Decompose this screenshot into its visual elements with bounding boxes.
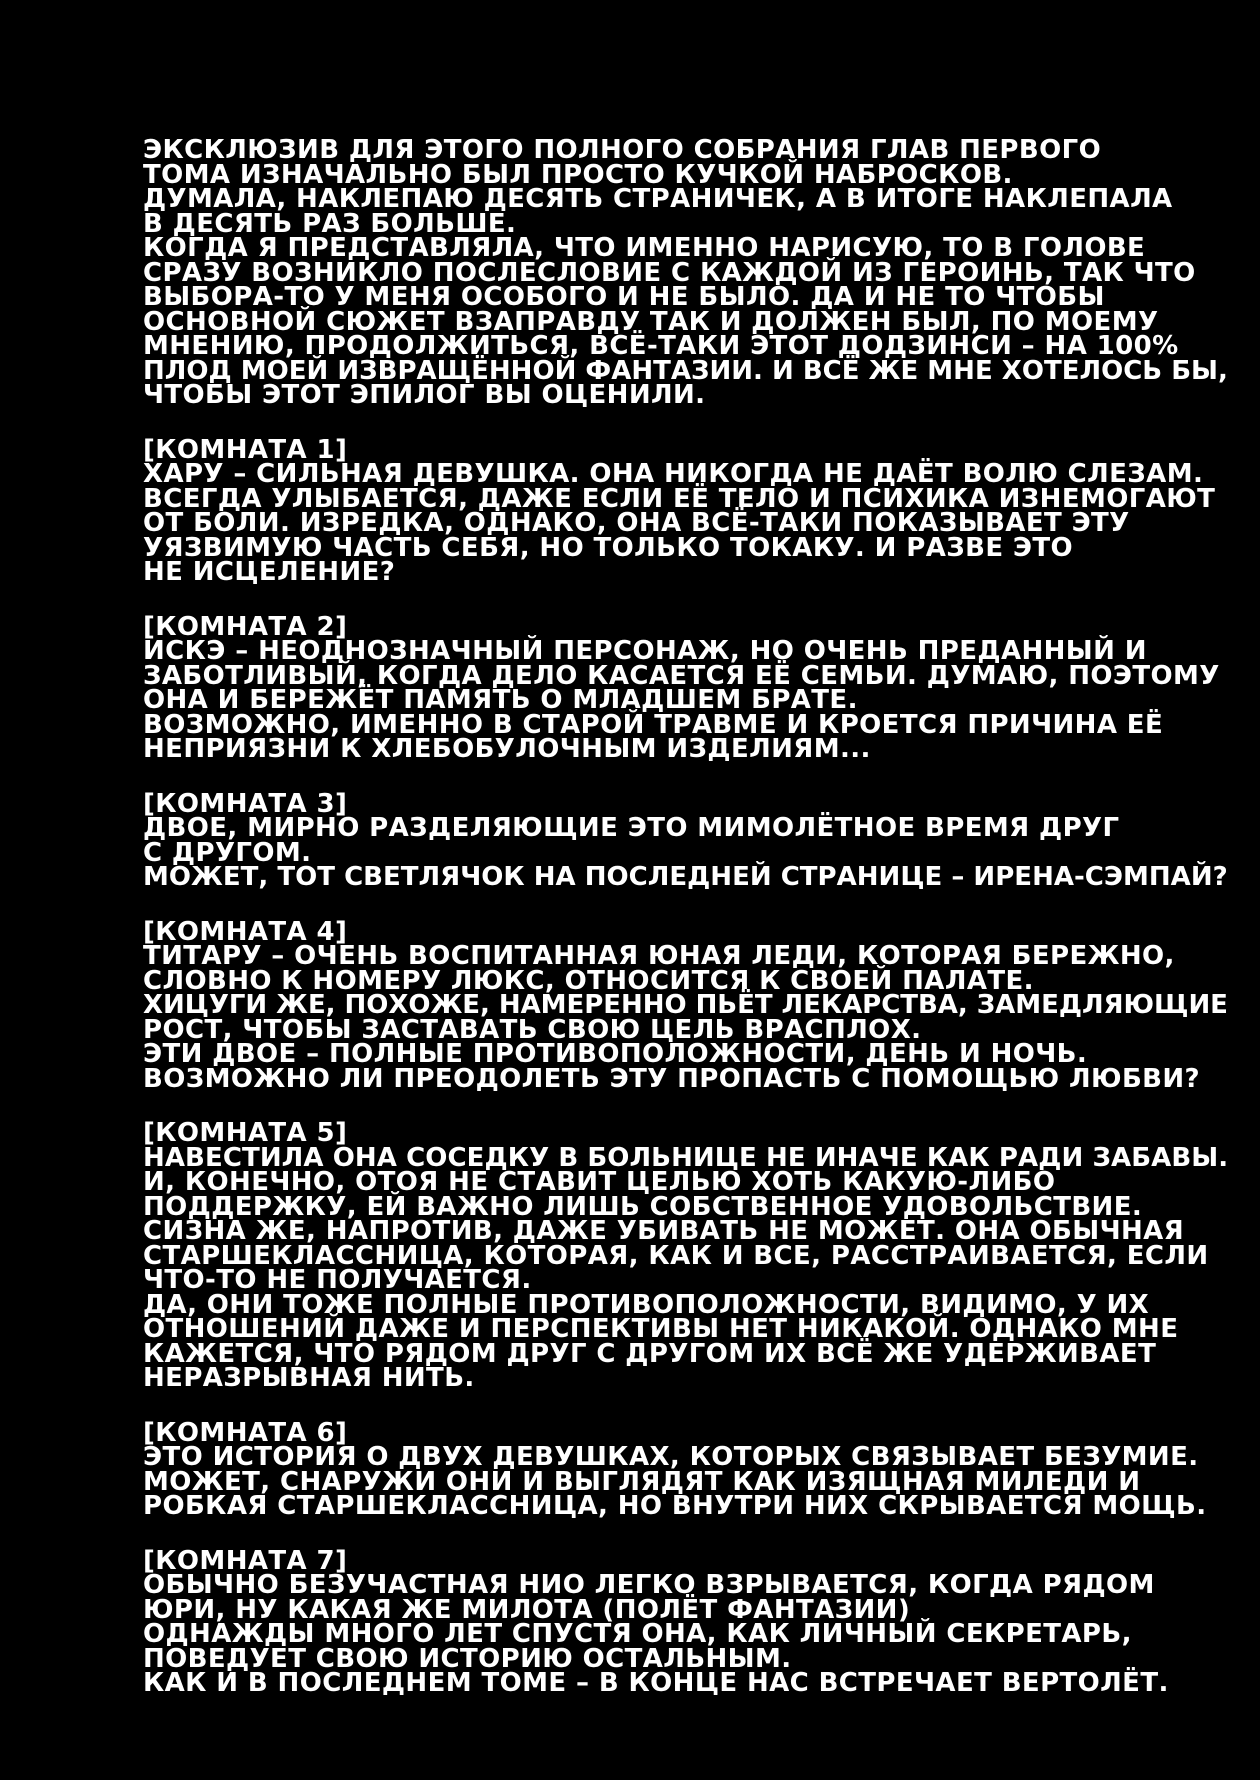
room-6-line: РОБКАЯ СТАРШЕКЛАССНИЦА, НО ВНУТРИ НИХ СКРЫВАЕТСЯ МОЩЬ. <box>143 1491 1207 1521</box>
room-5-line: ПОДДЕРЖКУ, ЕЙ ВАЖНО ЛИШЬ СОБСТВЕННОЕ УДОВОЛЬСТВИЕ. <box>143 1191 1143 1222</box>
room-4-section <box>143 916 1228 1094</box>
paragraph-gap <box>143 890 1203 920</box>
room-5-line: ДА, ОНИ ТОЖЕ ПОЛНЫЕ ПРОТИВОПОЛОЖНОСТИ, ВИДИМО, У ИХ <box>143 1289 1150 1320</box>
paragraph-gap <box>143 1391 1203 1421</box>
room-4-line: ХИЦУГИ ЖЕ, ПОХОЖЕ, НАМЕРЕННО ПЬЁТ ЛЕКАРСТВА, ЗАМЕДЛЯЮЩИЕ <box>143 990 1228 1020</box>
room-1-line: УЯЗВИМУЮ ЧАСТЬ СЕБЯ, НО ТОЛЬКО ТОКАКУ. И РАЗВЕ ЭТО <box>143 532 1074 563</box>
intro-line: ПЛОД МОЕЙ ИЗВРАЩЁННОЙ ФАНТАЗИИ. И ВСЁ ЖЕ МНЕ ХОТЕЛОСЬ БЫ, <box>143 355 1228 386</box>
room-2-line: ВОЗМОЖНО, ИМЕННО В СТАРОЙ ТРАВМЕ И КРОЕТСЯ ПРИЧИНА ЕЁ <box>143 709 1164 740</box>
room-6-line: МОЖЕТ, СНАРУЖИ ОНИ И ВЫГЛЯДЯТ КАК ИЗЯЩНАЯ МИЛЕДИ И <box>143 1466 1141 1497</box>
room-5-line: НЕРАЗРЫВНАЯ НИТЬ. <box>143 1363 475 1393</box>
room-5-line: КАЖЕТСЯ, ЧТО РЯДОМ ДРУГ С ДРУГОМ ИХ ВСЁ ЖЕ УДЕРЖИВАЕТ <box>143 1338 1157 1369</box>
room-3-section <box>143 788 1228 892</box>
paragraph-gap <box>143 408 1203 438</box>
room-2-line: ЗАБОТЛИВЫЙ, КОГДА ДЕЛО КАСАЕТСЯ ЕЁ СЕМЬИ. ДУМАЮ, ПОЭТОМУ <box>143 660 1220 691</box>
intro-line: КОГДА Я ПРЕДСТАВЛЯЛА, ЧТО ИМЕННО НАРИСУЮ, ТО В ГОЛОВЕ <box>143 233 1146 263</box>
intro-line: ОСНОВНОЙ СЮЖЕТ ВЗАПРАВДУ ТАК И ДОЛЖЕН БЫЛ, ПО МОЕМУ <box>143 306 1159 337</box>
room-7-heading: [КОМНАТА 7] <box>143 1545 348 1576</box>
room-1-section <box>143 434 1216 587</box>
room-5-line: СИЗНА ЖЕ, НАПРОТИВ, ДАЖЕ УБИВАТЬ НЕ МОЖЕТ. ОНА ОБЫЧНАЯ <box>143 1216 1185 1246</box>
room-3-line: ДВОЕ, МИРНО РАЗДЕЛЯЮЩИЕ ЭТО МИМОЛЁТНОЕ ВРЕМЯ ДРУГ <box>143 813 1120 843</box>
afterword-text <box>143 135 1229 1698</box>
room-1-line: НЕ ИСЦЕЛЕНИЕ? <box>143 557 396 587</box>
room-7-line: ПОВЕДУЕТ СВОЮ ИСТОРИЮ ОСТАЛЬНЫМ. <box>143 1643 792 1674</box>
room-4-line: ТИТАРУ – ОЧЕНЬ ВОСПИТАННАЯ ЮНАЯ ЛЕДИ, КОТОРАЯ БЕРЕЖНО, <box>143 941 1175 971</box>
room-5-line: СТАРШЕКЛАССНИЦА, КОТОРАЯ, КАК И ВСЕ, РАССТРАИВАЕТСЯ, ЕСЛИ <box>143 1240 1209 1271</box>
room-7-line: ЮРИ, НУ КАКАЯ ЖЕ МИЛОТА (ПОЛЁТ ФАНТАЗИИ) <box>143 1594 911 1625</box>
intro-line: ЭКСКЛЮЗИВ ДЛЯ ЭТОГО ПОЛНОГО СОБРАНИЯ ГЛАВ ПЕРВОГО <box>143 135 1102 165</box>
room-4-line: СЛОВНО К НОМЕРУ ЛЮКС, ОТНОСИТСЯ К СВОЕЙ ПАЛАТЕ. <box>143 965 1034 996</box>
room-4-line: РОСТ, ЧТОБЫ ЗАСТАВАТЬ СВОЮ ЦЕЛЬ ВРАСПЛОХ. <box>143 1014 922 1045</box>
room-4-line: ЭТИ ДВОЕ – ПОЛНЫЕ ПРОТИВОПОЛОЖНОСТИ, ДЕНЬ И НОЧЬ. <box>143 1039 1088 1069</box>
paragraph-gap <box>143 1519 1203 1549</box>
room-5-section <box>143 1118 1229 1393</box>
intro-line: ТОМА ИЗНАЧАЛЬНО БЫЛ ПРОСТО КУЧКОЙ НАБРОСКОВ. <box>143 159 1013 190</box>
room-3-line: С ДРУГОМ. <box>143 837 312 868</box>
intro-line: ДУМАЛА, НАКЛЕПАЮ ДЕСЯТЬ СТРАНИЧЕК, А В ИТОГЕ НАКЛЕПАЛА <box>143 184 1173 214</box>
room-2-section <box>143 611 1220 764</box>
room-7-section <box>143 1545 1203 1698</box>
room-4-heading: [КОМНАТА 4] <box>143 916 348 947</box>
room-2-line: НЕПРИЯЗНИ К ХЛЕБОБУЛОЧНЫМ ИЗДЕЛИЯМ... <box>143 734 871 764</box>
paragraph-gap <box>143 1091 1203 1121</box>
room-7-line: КАК И В ПОСЛЕДНЕМ ТОМЕ – В КОНЦЕ НАС ВСТРЕЧАЕТ ВЕРТОЛЁТ. <box>143 1668 1169 1698</box>
room-5-line: ЧТО-ТО НЕ ПОЛУЧАЕТСЯ. <box>143 1265 532 1295</box>
room-2-line: ИСКЭ – НЕОДНОЗНАЧНЫЙ ПЕРСОНАЖ, НО ОЧЕНЬ ПРЕДАННЫЙ И <box>143 636 1147 666</box>
room-6-section <box>143 1417 1207 1521</box>
room-2-heading: [КОМНАТА 2] <box>143 611 348 642</box>
paragraph-gap <box>143 762 1203 792</box>
room-6-line: ЭТО ИСТОРИЯ О ДВУХ ДЕВУШКАХ, КОТОРЫХ СВЯЗЫВАЕТ БЕЗУМИЕ. <box>143 1442 1199 1472</box>
room-5-line: ОТНОШЕНИЙ ДАЖЕ И ПЕРСПЕКТИВЫ НЕТ НИКАКОЙ. ОДНАКО МНЕ <box>143 1314 1179 1344</box>
room-5-line: И, КОНЕЧНО, ОТОЯ НЕ СТАВИТ ЦЕЛЬЮ ХОТЬ КАКУЮ-ЛИБО <box>143 1167 1056 1197</box>
intro-line: СРАЗУ ВОЗНИКЛО ПОСЛЕСЛОВИЕ С КАЖДОЙ ИЗ ГЕРОИНЬ, ТАК ЧТО <box>143 257 1196 288</box>
room-4-line: ВОЗМОЖНО ЛИ ПРЕОДОЛЕТЬ ЭТУ ПРОПАСТЬ С ПОМОЩЬЮ ЛЮБВИ? <box>143 1063 1201 1094</box>
room-1-line: ОТ БОЛИ. ИЗРЕДКА, ОДНАКО, ОНА ВСЁ-ТАКИ ПОКАЗЫВАЕТ ЭТУ <box>143 508 1130 538</box>
intro-line: ЧТОБЫ ЭТОТ ЭПИЛОГ ВЫ ОЦЕНИЛИ. <box>143 380 706 410</box>
room-1-heading: [КОМНАТА 1] <box>143 434 348 465</box>
room-5-line: НАВЕСТИЛА ОНА СОСЕДКУ В БОЛЬНИЦЕ НЕ ИНАЧЕ КАК РАДИ ЗАБАВЫ. <box>143 1142 1229 1173</box>
room-3-heading: [КОМНАТА 3] <box>143 788 348 819</box>
room-5-heading: [КОМНАТА 5] <box>143 1118 348 1148</box>
intro-paragraph <box>143 135 1228 410</box>
room-6-heading: [КОМНАТА 6] <box>143 1417 348 1448</box>
room-1-line: ВСЕГДА УЛЫБАЕТСЯ, ДАЖЕ ЕСЛИ ЕЁ ТЕЛО И ПСИХИКА ИЗНЕМОГАЮТ <box>143 483 1216 514</box>
intro-line: В ДЕСЯТЬ РАЗ БОЛЬШЕ. <box>143 208 517 239</box>
room-1-line: ХАРУ – СИЛЬНАЯ ДЕВУШКА. ОНА НИКОГДА НЕ ДАЁТ ВОЛЮ СЛЕЗАМ. <box>143 459 1204 489</box>
intro-line: МНЕНИЮ, ПРОДОЛЖИТЬСЯ, ВСЁ-ТАКИ ЭТОТ ДОДЗИНСИ – НА 100% <box>143 331 1179 361</box>
room-2-line: ОНА И БЕРЕЖЁТ ПАМЯТЬ О МЛАДШЕМ БРАТЕ. <box>143 685 858 715</box>
room-7-line: ОБЫЧНО БЕЗУЧАСТНАЯ НИО ЛЕГКО ВЗРЫВАЕТСЯ, КОГДА РЯДОМ <box>143 1570 1155 1600</box>
intro-line: ВЫБОРА-ТО У МЕНЯ ОСОБОГО И НЕ БЫЛО. ДА И НЕ ТО ЧТОБЫ <box>143 282 1105 312</box>
room-3-line: МОЖЕТ, ТОТ СВЕТЛЯЧОК НА ПОСЛЕДНЕЙ СТРАНИЦЕ – ИРЕНА-СЭМПАЙ? <box>143 862 1228 892</box>
room-7-line: ОДНАЖДЫ МНОГО ЛЕТ СПУСТЯ ОНА, КАК ЛИЧНЫЙ СЕКРЕТАРЬ, <box>143 1619 1132 1649</box>
paragraph-gap <box>143 585 1203 615</box>
